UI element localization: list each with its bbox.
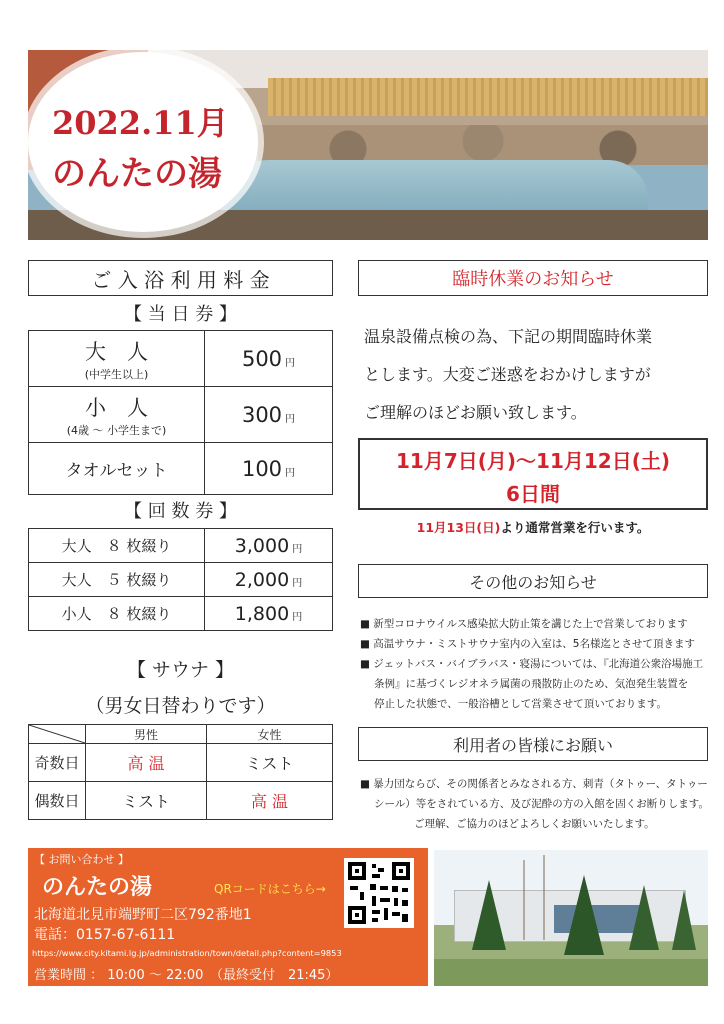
inquiry-label: 【 お問い合わせ 】 xyxy=(34,853,129,866)
table-row xyxy=(29,387,333,443)
closure-line: とします。大変ご迷惑をおかけしますが xyxy=(364,365,651,384)
footer-address: 北海道北見市端野町二区792番地1 xyxy=(34,907,252,923)
hero-facility-name: のんたの湯 xyxy=(52,154,222,194)
price-value: 300 xyxy=(241,402,283,427)
male-sauna-type: ミスト xyxy=(86,782,207,820)
coupon-table xyxy=(28,528,333,631)
table-row xyxy=(29,725,333,744)
day-label: 偶数日 xyxy=(29,782,86,820)
row-label: 大人 ５ 枚綴り xyxy=(29,563,205,597)
row-sublabel: (中学生以上) xyxy=(84,367,149,381)
sauna-subtitle: （男女日替わりです） xyxy=(85,694,276,717)
female-header: 女性 xyxy=(207,725,333,744)
male-sauna-type: 高 温 xyxy=(86,744,207,782)
row-label: 大 人 xyxy=(85,339,148,364)
price-value: 1,800 xyxy=(234,602,290,625)
other-notices-list xyxy=(360,614,710,714)
yen-unit: 円 xyxy=(292,611,303,623)
yen-unit: 円 xyxy=(285,467,296,479)
request-line: ご理解、ご協力のほどよろしくお願いいたします。 xyxy=(414,818,655,830)
footer-facility-name: のんたの湯 xyxy=(42,875,153,900)
closure-line: 温泉設備点検の為、下記の期間臨時休業 xyxy=(364,327,653,346)
table-row xyxy=(29,443,333,495)
list-item: ■ 新型コロナウイルス感染拡大防止策を講じた上で営業しております xyxy=(360,618,688,630)
row-sublabel: (4歳 ～ 小学生まで) xyxy=(66,423,167,437)
day-ticket-table xyxy=(28,330,333,495)
male-header: 男性 xyxy=(86,725,207,744)
yen-unit: 円 xyxy=(292,543,303,555)
list-item-cont: 条例』に基づくレジオネラ属菌の飛散防止のため、気泡発生装置を xyxy=(374,678,689,690)
price-value: 3,000 xyxy=(234,534,290,557)
footer-contact xyxy=(28,848,428,986)
closure-period: 11月7日(月)～11月12日(土) xyxy=(396,448,670,473)
price-value: 2,000 xyxy=(234,568,290,591)
table-row xyxy=(29,331,333,387)
qr-label: QRコードはこちら→ xyxy=(214,882,326,896)
footer-url[interactable]: https://www.city.kitami.lg.jp/administration/town/detail.php?content=9853 xyxy=(32,948,342,958)
closure-body xyxy=(364,318,709,432)
female-sauna-type: ミスト xyxy=(207,744,333,782)
female-sauna-type: 高 温 xyxy=(207,782,333,820)
sauna-heading: 【 サウナ 】 xyxy=(126,658,235,681)
request-body xyxy=(360,774,710,834)
hero-year-month: 2022.11月 xyxy=(52,104,229,142)
day-ticket-heading: 【 当 日 券 】 xyxy=(124,304,237,325)
coupon-heading: 【 回 数 券 】 xyxy=(124,501,237,522)
table-row xyxy=(29,744,333,782)
table-row xyxy=(29,529,333,563)
yen-unit: 円 xyxy=(285,357,296,369)
table-row xyxy=(29,597,333,631)
row-label: 小人 ８ 枚綴り xyxy=(29,597,205,631)
price-value: 100 xyxy=(241,456,283,481)
list-item-cont: 停止した状態で、一般浴槽として営業させて頂いております。 xyxy=(374,698,667,710)
fees-title: ご 入 浴 利 用 料 金 xyxy=(28,260,333,296)
request-line: ■ 暴力団ならび、その関係者とみなされる方、刺青（タトゥー、タトゥー xyxy=(360,778,708,790)
sauna-table xyxy=(28,724,333,820)
resume-text: より通常営業を行います。 xyxy=(500,520,650,535)
row-label: タオルセット xyxy=(29,443,205,495)
table-row xyxy=(29,782,333,820)
footer-tel: 電話：0157-67-6111 xyxy=(34,927,176,943)
day-label: 奇数日 xyxy=(29,744,86,782)
corner-cell xyxy=(29,725,86,744)
yen-unit: 円 xyxy=(292,577,303,589)
closure-title: 臨時休業のお知らせ xyxy=(358,260,708,296)
facility-photo xyxy=(434,850,708,986)
request-title: 利用者の皆様にお願い xyxy=(358,727,708,761)
resume-date: 11月13日(日) xyxy=(416,520,501,535)
price-value: 500 xyxy=(241,346,283,371)
row-label: 大人 ８ 枚綴り xyxy=(29,529,205,563)
closure-line: ご理解のほどお願い致します。 xyxy=(364,403,587,422)
resume-notice xyxy=(358,517,708,537)
list-item: ■ 高温サウナ・ミストサウナ室内の入室は、5名様迄とさせて頂きます xyxy=(360,638,695,650)
row-label: 小 人 xyxy=(85,395,148,420)
qr-code[interactable] xyxy=(344,858,414,928)
closure-period-box xyxy=(358,438,708,510)
list-item: ■ ジェットバス・バイブラバス・寝湯については、『北海道公衆浴場施工 xyxy=(360,658,704,670)
other-notices-title: その他のお知らせ xyxy=(358,564,708,598)
closure-days: 6日間 xyxy=(506,481,560,506)
yen-unit: 円 xyxy=(285,413,296,425)
footer-hours: 営業時間 ： 10:00 ～ 22:00 （最終受付 21:45） xyxy=(34,968,339,983)
request-line: シール）等をされている方、及び泥酔の方の入館を固くお断りします。 xyxy=(374,798,709,810)
table-row xyxy=(29,563,333,597)
